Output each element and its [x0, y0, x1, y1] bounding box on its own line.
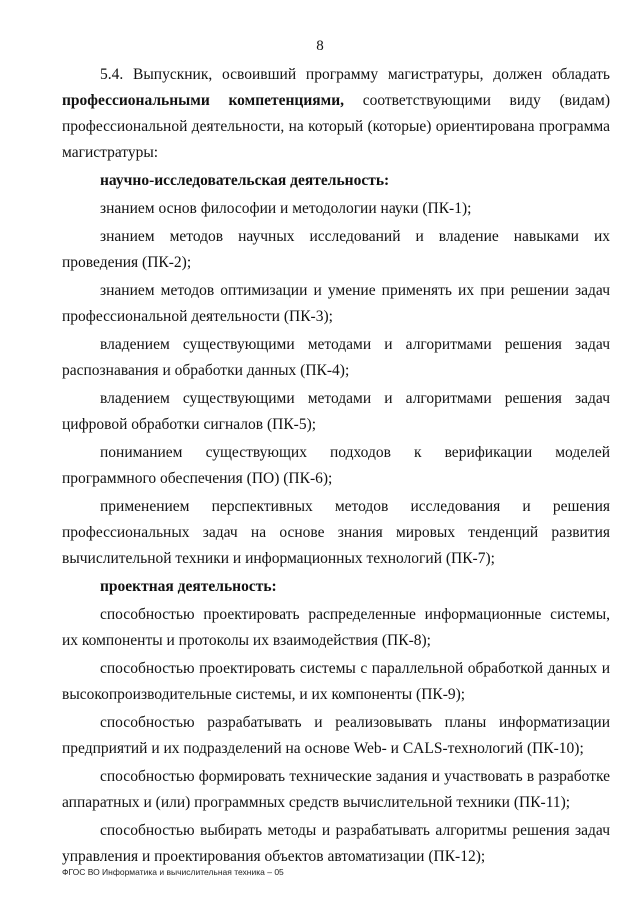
- competency-item: знанием методов научных исследований и владение навыками их проведения (ПК-2);: [62, 228, 610, 271]
- competency-item: способностью проектировать системы с параллельной обработкой данных и высокопроизводительные системы, и их компоненты (ПК-9);: [62, 660, 610, 703]
- intro-text-end: соответствующими виду (видам) профессиональной деятельности, на который (которые) ориентирована программа магистратуры:: [62, 92, 610, 161]
- competency-item: знанием основ философии и методологии науки (ПК-1);: [100, 200, 472, 217]
- section-heading-research: научно-исследовательская деятельность:: [100, 172, 390, 189]
- page-number: 8: [316, 38, 324, 54]
- competency-item: знанием методов оптимизации и умение применять их при решении задач профессиональной деятельности (ПК-3);: [62, 282, 610, 325]
- competency-item: способностью разрабатывать и реализовывать планы информатизации предприятий и их подразделений на основе Web- и CALS-технологий (ПК-10);: [62, 714, 610, 757]
- competency-item: способностью формировать технические задания и участвовать в разработке аппаратных и (или) программных средств вычислительной техники (ПК-11);: [62, 768, 610, 811]
- section-heading-design: проектная деятельность:: [100, 578, 277, 595]
- intro-bold-term: профессиональными компетенциями,: [62, 92, 345, 109]
- competency-item: способностью выбирать методы и разрабатывать алгоритмы решения задач управления и проектирования объектов автоматизации (ПК-12);: [62, 822, 610, 865]
- competency-item: применением перспективных методов исследования и решения профессиональных задач на основе знания мировых тенденций развития вычислительной техники и информационных технологий (ПК-7);: [62, 498, 610, 567]
- page-footer: ФГОС ВО Информатика и вычислительная техника – 05: [62, 867, 284, 877]
- competency-item: способностью проектировать распределенные информационные системы, их компоненты и протоколы их взаимодействия (ПК-8);: [62, 606, 610, 649]
- competency-item: владением существующими методами и алгоритмами решения задач распознавания и обработки данных (ПК-4);: [62, 336, 610, 379]
- intro-text-start: 5.4. Выпускник, освоивший программу магистратуры, должен обладать: [100, 66, 610, 83]
- intro-paragraph: [62, 62, 610, 166]
- competency-item: владением существующими методами и алгоритмами решения задач цифровой обработки сигналов (ПК-5);: [62, 390, 610, 433]
- document-body: [62, 62, 610, 870]
- competency-item: пониманием существующих подходов к верификации моделей программного обеспечения (ПО) (ПК-6);: [62, 444, 610, 487]
